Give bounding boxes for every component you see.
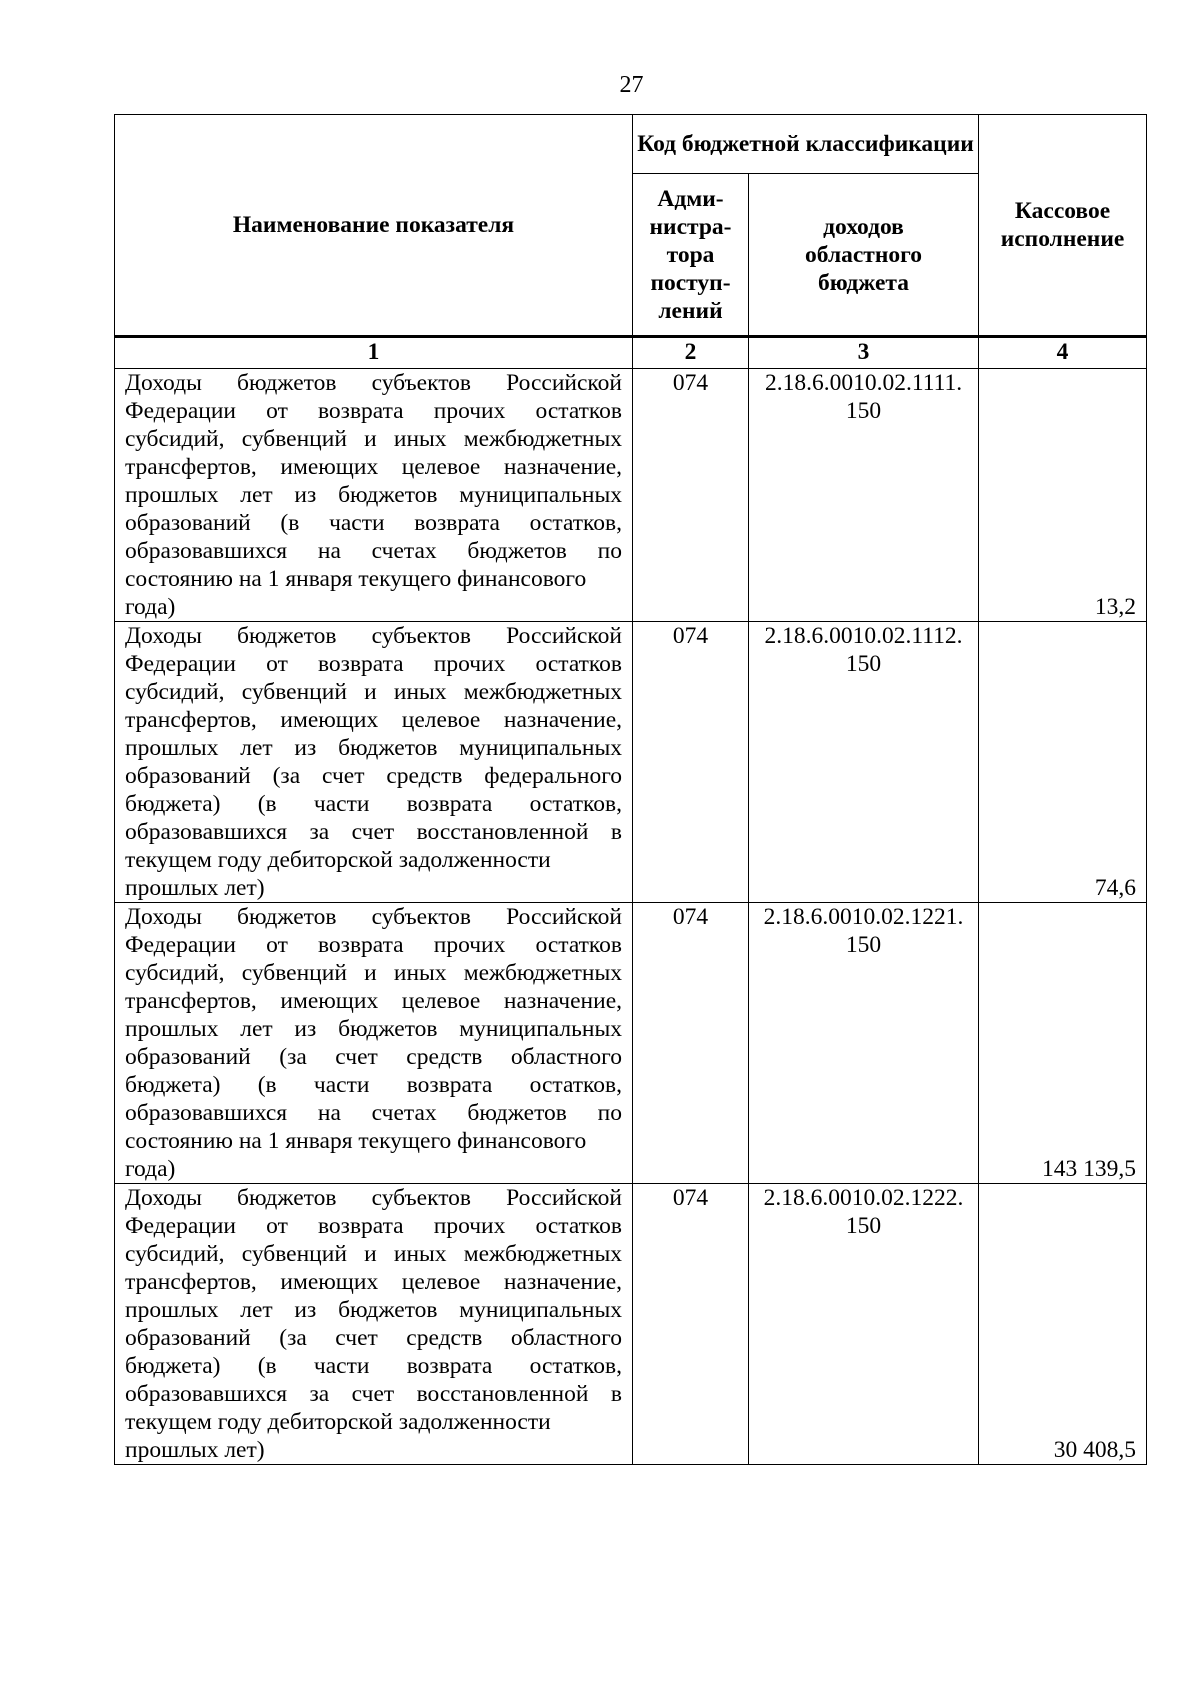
income-code: 2.18.6.0010.02.1112. 150	[749, 622, 979, 903]
execution-amount: 13,2	[979, 369, 1147, 622]
execution-amount: 74,6	[979, 622, 1147, 903]
column-number-3: 3	[749, 337, 979, 369]
header-income-column: доходов областного бюджета	[749, 174, 979, 337]
indicator-name-text: Доходы бюджетов субъектов Российской Федерации от возврата прочих остатков субсидий, субвенций и иных межбюджетных трансфертов, имеющих целевое назначение, прошлых лет из бюджетов муниципальных образований (за счет средств областного бюджета) (в части возврата остатков, образовавшихся за счет восстановленной в текущем году дебиторской задолженности	[125, 1185, 622, 1435]
indicator-name-text: Доходы бюджетов субъектов Российской Федерации от возврата прочих остатков субсидий, субвенций и иных межбюджетных трансфертов, имеющих целевое назначение, прошлых лет из бюджетов муниципальных образований (за счет средств областного бюджета) (в части возврата остатков, образовавшихся на счетах бюджетов по состоянию на 1 января текущего финансового	[125, 904, 622, 1154]
column-number-4: 4	[979, 337, 1147, 369]
header-execution-column: Кассовое исполнение	[979, 115, 1147, 337]
table-row	[115, 1184, 1147, 1465]
indicator-name-text: Доходы бюджетов субъектов Российской Федерации от возврата прочих остатков субсидий, субвенций и иных межбюджетных трансфертов, имеющих целевое назначение, прошлых лет из бюджетов муниципальных образований (за счет средств федерального бюджета) (в части возврата остатков, образовавшихся за счет восстановленной в текущем году дебиторской задолженности	[125, 623, 622, 873]
indicator-name-text: Доходы бюджетов субъектов Российской Федерации от возврата прочих остатков субсидий, субвенций и иных межбюджетных трансфертов, имеющих целевое назначение, прошлых лет из бюджетов муниципальных образований (в части возврата остатков, образовавшихся на счетах бюджетов по состоянию на 1 января текущего финансового	[125, 370, 622, 592]
revenue-table	[114, 114, 1147, 1465]
header-code-group: Код бюджетной классификации	[633, 115, 979, 174]
indicator-name	[115, 369, 633, 622]
page-number: 27	[619, 72, 644, 98]
table-row	[115, 903, 1147, 1184]
admin-code: 074	[633, 1184, 749, 1465]
admin-code: 074	[633, 622, 749, 903]
column-number-1: 1	[115, 337, 633, 369]
indicator-name-last-line: года)	[125, 594, 176, 620]
admin-code: 074	[633, 369, 749, 622]
indicator-name-last-line: года)	[125, 1156, 176, 1182]
admin-code: 074	[633, 903, 749, 1184]
column-number-row	[115, 337, 1147, 369]
table-row	[115, 622, 1147, 903]
indicator-name	[115, 903, 633, 1184]
indicator-name	[115, 1184, 633, 1465]
header-admin-column: Адми- нистра- тора поступ- лений	[633, 174, 749, 337]
header-name-column: Наименование показателя	[115, 115, 633, 337]
execution-amount: 143 139,5	[979, 903, 1147, 1184]
income-code: 2.18.6.0010.02.1222. 150	[749, 1184, 979, 1465]
table-row	[115, 369, 1147, 622]
indicator-name-last-line: прошлых лет)	[125, 1437, 265, 1463]
income-code: 2.18.6.0010.02.1221. 150	[749, 903, 979, 1184]
indicator-name	[115, 622, 633, 903]
income-code: 2.18.6.0010.02.1111. 150	[749, 369, 979, 622]
execution-amount: 30 408,5	[979, 1184, 1147, 1465]
column-number-2: 2	[633, 337, 749, 369]
indicator-name-last-line: прошлых лет)	[125, 875, 265, 901]
